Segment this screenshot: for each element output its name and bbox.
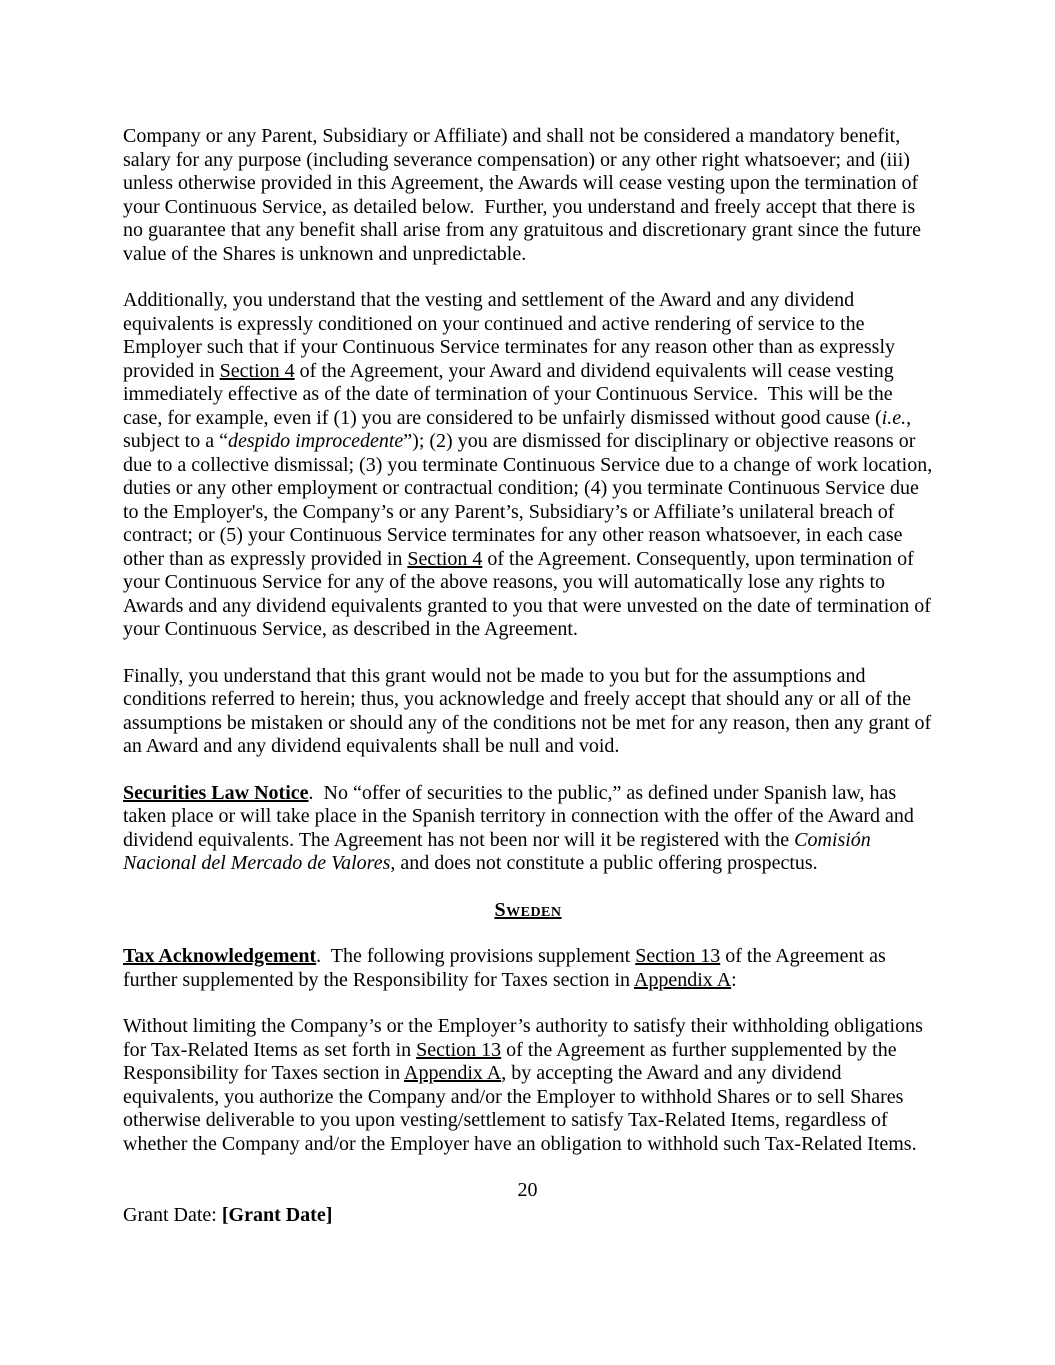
text-run: , by accepting the Award and any dividend equivalents, you authorize the Company and/or the Employer to withhold Shares or to sell Shares otherwise deliverable to you upon vesting/settlement to satisfy Tax-Related Items, regardless of whether the Company and/or the Employer have an obligation to withhold such Tax-Related Items. <box>123 1062 917 1155</box>
text-run: Appendix A <box>633 968 732 991</box>
text-run: Additionally, you understand that the vesting and settlement of the Award and any dividend equivalents is expressly conditioned on your continued and active rendering of service to the Employer such that if your Continuous Service terminates for any reason other than as expressly provided in <box>123 289 901 382</box>
text-run: , subject to a “ <box>123 406 917 452</box>
text-run: . No “offer of securities to the public,” as defined under Spanish law, has taken place or will take place in the Spanish territory in connection with the offer of the Award and dividend equivalents. The Agreement has not been nor will it be registered with the <box>123 781 919 851</box>
text-run: Company or any Parent, Subsidiary or Affiliate) and shall not be considered a mandatory benefit, salary for any purpose (including severance compensation) or any other right whatsoever; and (iii) unless otherwise provided in this Agreement, the Awards will cease vesting upon the termination of your Continuous Service, as detailed below. Further, you understand and freely accept that there is no guarantee that any benefit shall arise from any gratuitous and discretionary grant since the future value of the Shares is unknown and unpredictable. <box>123 125 927 265</box>
page-number: 20 <box>517 1179 538 1201</box>
text-run: Appendix A <box>404 1062 502 1084</box>
text-run: despido improcedente <box>227 430 404 452</box>
para-spain-nature-of-grant <box>123 125 933 266</box>
text-run: ”); (2) you are dismissed for disciplinary or objective reasons or due to a collective dismissal; (3) you terminate Continuous Service due to a change of work location, duties or any other employment or contractual condition; (4) you terminate Continuous Service due to the Employer's, the Company’s or any Parent’s, Subsidiary’s or Affiliate’s unilateral breach of contract; or (5) your Continuous Service terminates for any other reason whatsoever, in each case other than as expressly provided in <box>123 430 938 570</box>
grant-date-label: Grant Date: <box>123 1203 222 1226</box>
text-run: i.e. <box>881 406 907 429</box>
text-run: , and does not constitute a public offering prospectus. <box>390 852 818 874</box>
text-run: Comisión Nacional del Mercado de Valores <box>123 828 876 874</box>
text-run: Without limiting the Company’s or the Employer’s authority to satisfy their withholding obligations for Tax-Related Items as set forth in <box>123 1015 928 1061</box>
text-run: of the Agreement, your Award and dividend equivalents will cease vesting immediately effective as of the date of termination of your Continuous Service. This will be the case, for example, even if (1) you are considered to be unfairly dismissed without good cause ( <box>123 359 899 429</box>
page-footer <box>0 1179 1055 1227</box>
text-run: of the Agreement as further supplemented by the Responsibility for Taxes section in <box>123 1038 902 1084</box>
heading-sweden <box>123 899 933 923</box>
text-run: : <box>731 968 737 991</box>
grant-date-value: [Grant Date] <box>221 1203 333 1226</box>
text-run: . The following provisions supplement <box>316 945 636 967</box>
para-sweden-withholding <box>123 1015 933 1156</box>
text-run: of the Agreement as further supplemented by the Responsibility for Taxes section in <box>123 945 891 991</box>
text-run: Section 4 <box>219 359 295 382</box>
para-spain-vesting-conditions <box>123 289 938 642</box>
text-run: of the Agreement. Consequently, upon termination of your Continuous Service for any of the above reasons, you will automatically lose any rights to Awards and any dividend equivalents granted to you that were unvested on the date of termination of your Continuous Service, as described in the Agreement. <box>123 547 936 640</box>
text-run: Section 13 <box>635 945 721 967</box>
text-run: Section 13 <box>416 1038 502 1061</box>
text-run: Finally, you understand that this grant would not be made to you but for the assumptions and conditions referred to herein; thus, you acknowledge and freely accept that should any or all of the assumptions be mistaken or should any of the conditions not be met for any reason, then any grant of an Award and any dividend equivalents shall be null and void. <box>123 664 937 757</box>
text-run: Section 4 <box>407 547 483 570</box>
para-sweden-tax-acknowledgement <box>123 945 933 992</box>
text-run: Tax Acknowledgement <box>123 945 317 967</box>
text-run: Securities Law Notice <box>123 781 309 804</box>
para-spain-assumptions <box>123 664 937 759</box>
grant-date-line <box>0 1204 1055 1228</box>
text-run: Sweden <box>494 898 562 921</box>
para-spain-securities-law-notice <box>123 782 933 876</box>
